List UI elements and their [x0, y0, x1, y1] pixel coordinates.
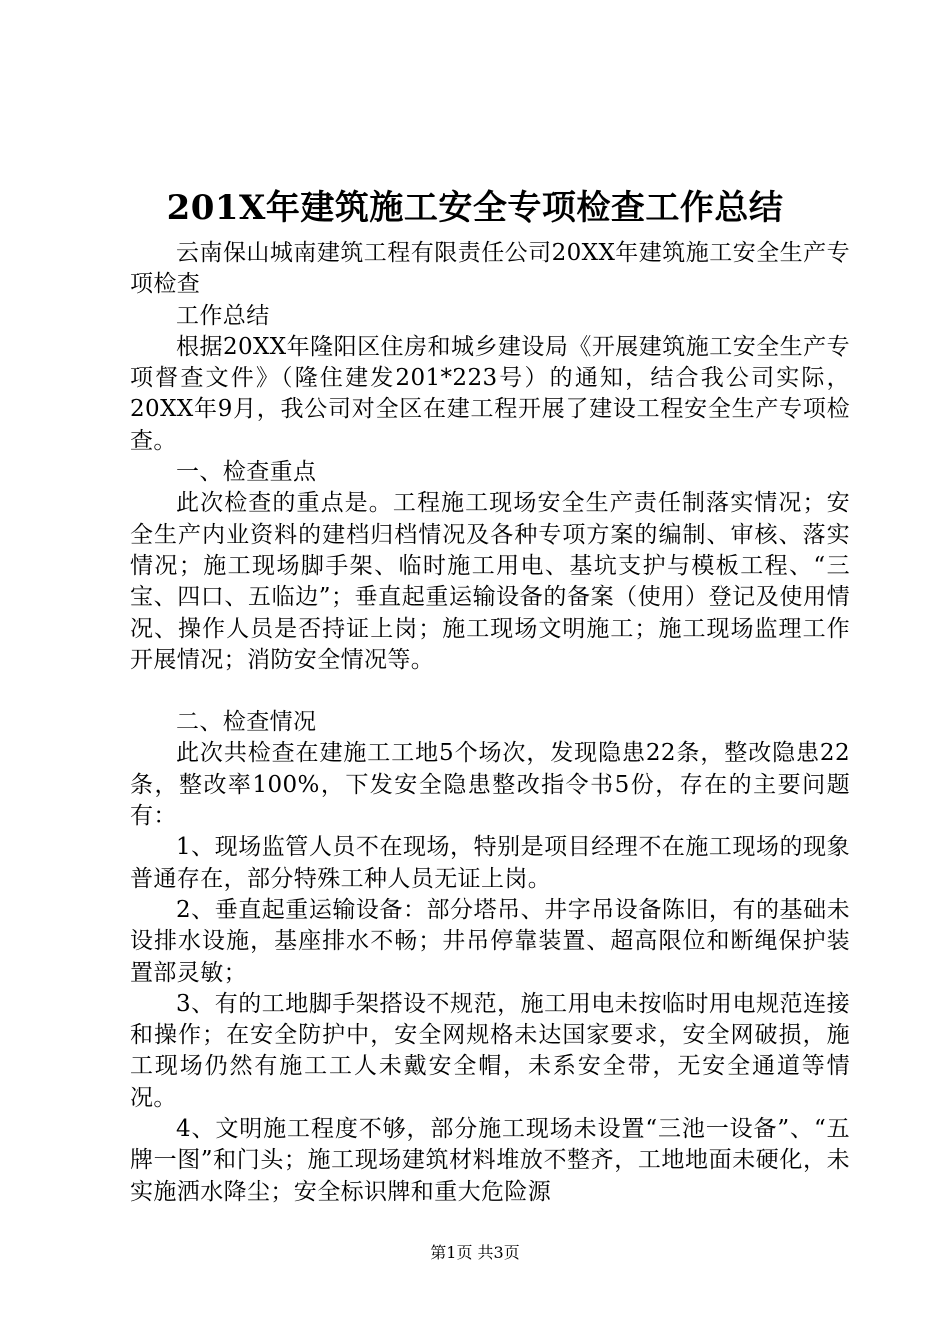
paragraph-company: 云南保山城南建筑工程有限责任公司20XX年建筑施工安全生产专项检查: [130, 240, 850, 298]
paragraph-work-summary: 工作总结: [176, 302, 270, 329]
page-footer: 第1页 共3页: [430, 1243, 520, 1262]
heading-inspection-status: 二、检查情况: [176, 709, 317, 736]
paragraph-inspection-focus: 此次检查的重点是。工程施工现场安全生产责任制落实情况；安全生产内业资料的建档归档情况及各种专项方案的编制、审核、落实情况；施工现场脚手架、临时施工用电、基坑支护与模板工程、“三宝、四口、五临边”；垂直起重运输设备的备案（使用）登记及使用情况、操作人员是否持证上岗；施工现场文明施工；施工现场监理工作开展情况；消防安全情况等。: [130, 490, 850, 673]
paragraph-inspection-status: 此次共检查在建施工工地5个场次，发现隐患22条，整改隐患22条，整改率100%，下发安全隐患整改指令书5份，存在的主要问题有：: [130, 740, 850, 830]
paragraph-intro: 根据20XX年隆阳区住房和城乡建设局《开展建筑施工安全生产专项督查文件》（隆住建发201*223号）的通知，结合我公司实际，20XX年9月，我公司对全区在建工程开展了建设工程安全生产专项检查。: [130, 333, 850, 454]
paragraph-issue-2: 2、垂直起重运输设备：部分塔吊、井字吊设备陈旧，有的基础未设排水设施，基座排水不畅；井吊停靠装置、超高限位和断绳保护装置部灵敏；: [130, 896, 850, 986]
blank-line: [130, 676, 850, 707]
paragraph-issue-3: 3、有的工地脚手架搭设不规范，施工用电未按临时用电规范连接和操作；在安全防护中，安全网规格未达国家要求，安全网破损，施工现场仍然有施工工人未戴安全帽，未系安全带，无安全通道等情况。: [130, 990, 850, 1111]
heading-inspection-focus: 一、检查重点: [176, 459, 317, 486]
document-body: [130, 204, 850, 1208]
document-title: 201X年建筑施工安全专项检查工作总结: [166, 188, 784, 228]
paragraph-issue-1: 1、现场监管人员不在现场，特别是项目经理不在施工现场的现象普通存在，部分特殊工种人员无证上岗。: [130, 834, 850, 892]
paragraph-issue-4: 4、文明施工程度不够，部分施工现场未设置“三池一设备”、“五牌一图”和门头；施工现场建筑材料堆放不整齐，工地地面未硬化，未实施洒水降尘；安全标识牌和重大危险源: [130, 1116, 850, 1205]
